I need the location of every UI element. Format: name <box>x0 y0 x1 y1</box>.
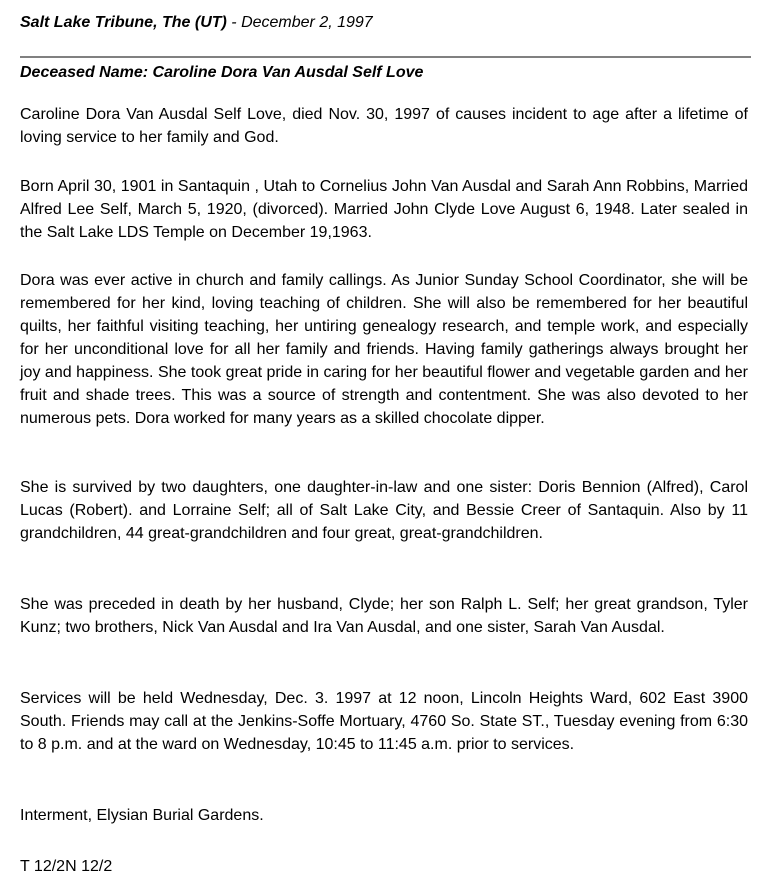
header-separator: - <box>226 14 242 31</box>
paragraph-interment: Interment, Elysian Burial Gardens. <box>20 807 264 824</box>
publication-header <box>20 14 373 32</box>
paragraph-birth-marriage: Born April 30, 1901 in Santaquin , Utah to Cornelius John Van Ausdal and Sarah Ann Robbins, Married Alfred Lee Self, March 5, 1920, (divorced). Married John Clyde Love August 6, 1948. Later sealed in the Salt Lake LDS Temple on December 19,1963. <box>20 178 748 241</box>
paragraph-death-notice: Caroline Dora Van Ausdal Self Love, died Nov. 30, 1997 of causes incident to age after a lifetime of loving service to her family and God. <box>20 106 748 146</box>
deceased-name-heading: Deceased Name: Caroline Dora Van Ausdal Self Love <box>20 64 424 81</box>
header-divider <box>20 56 751 58</box>
publication-code: T 12/2N 12/2 <box>20 858 113 875</box>
publication-name: Salt Lake Tribune, The (UT) <box>20 14 227 31</box>
paragraph-services: Services will be held Wednesday, Dec. 3. 1997 at 12 noon, Lincoln Heights Ward, 602 East 3900 South. Friends may call at the Jenkins-Soffe Mortuary, 4760 So. State ST., Tuesday evening from 6:30 to 8 p.m. and at the ward on Wednesday, 10:45 to 11:45 a.m. prior to services. <box>20 690 748 753</box>
publication-date: December 2, 1997 <box>241 14 373 31</box>
paragraph-preceded-in-death: She was preceded in death by her husband, Clyde; her son Ralph L. Self; her great grandson, Tyler Kunz; two brothers, Nick Van Ausdal and Ira Van Ausdal, and one sister, Sarah Van Ausdal. <box>20 596 748 636</box>
paragraph-survivors: She is survived by two daughters, one daughter-in-law and one sister: Doris Bennion (Alfred), Carol Lucas (Robert). and Lorraine Self; all of Salt Lake City, and Bessie Creer of Santaquin. Also by 11 grandchildren, 44 great-grandchildren and four great, great-grandchildren. <box>20 479 748 542</box>
paragraph-life-activities: Dora was ever active in church and family callings. As Junior Sunday School Coordinator, she will be remembered for her kind, loving teaching of children. She will also be remembered for her beautiful quilts, her faithful visiting teaching, her untiring genealogy research, and temple work, and especially for her unconditional love for all her family and friends. Having family gatherings always brought her joy and happiness. She took great pride in caring for her beautiful flower and vegetable garden and her fruit and shade trees. This was a source of strength and contentment. She was also devoted to her numerous pets. Dora worked for many years as a skilled chocolate dipper. <box>20 272 748 427</box>
